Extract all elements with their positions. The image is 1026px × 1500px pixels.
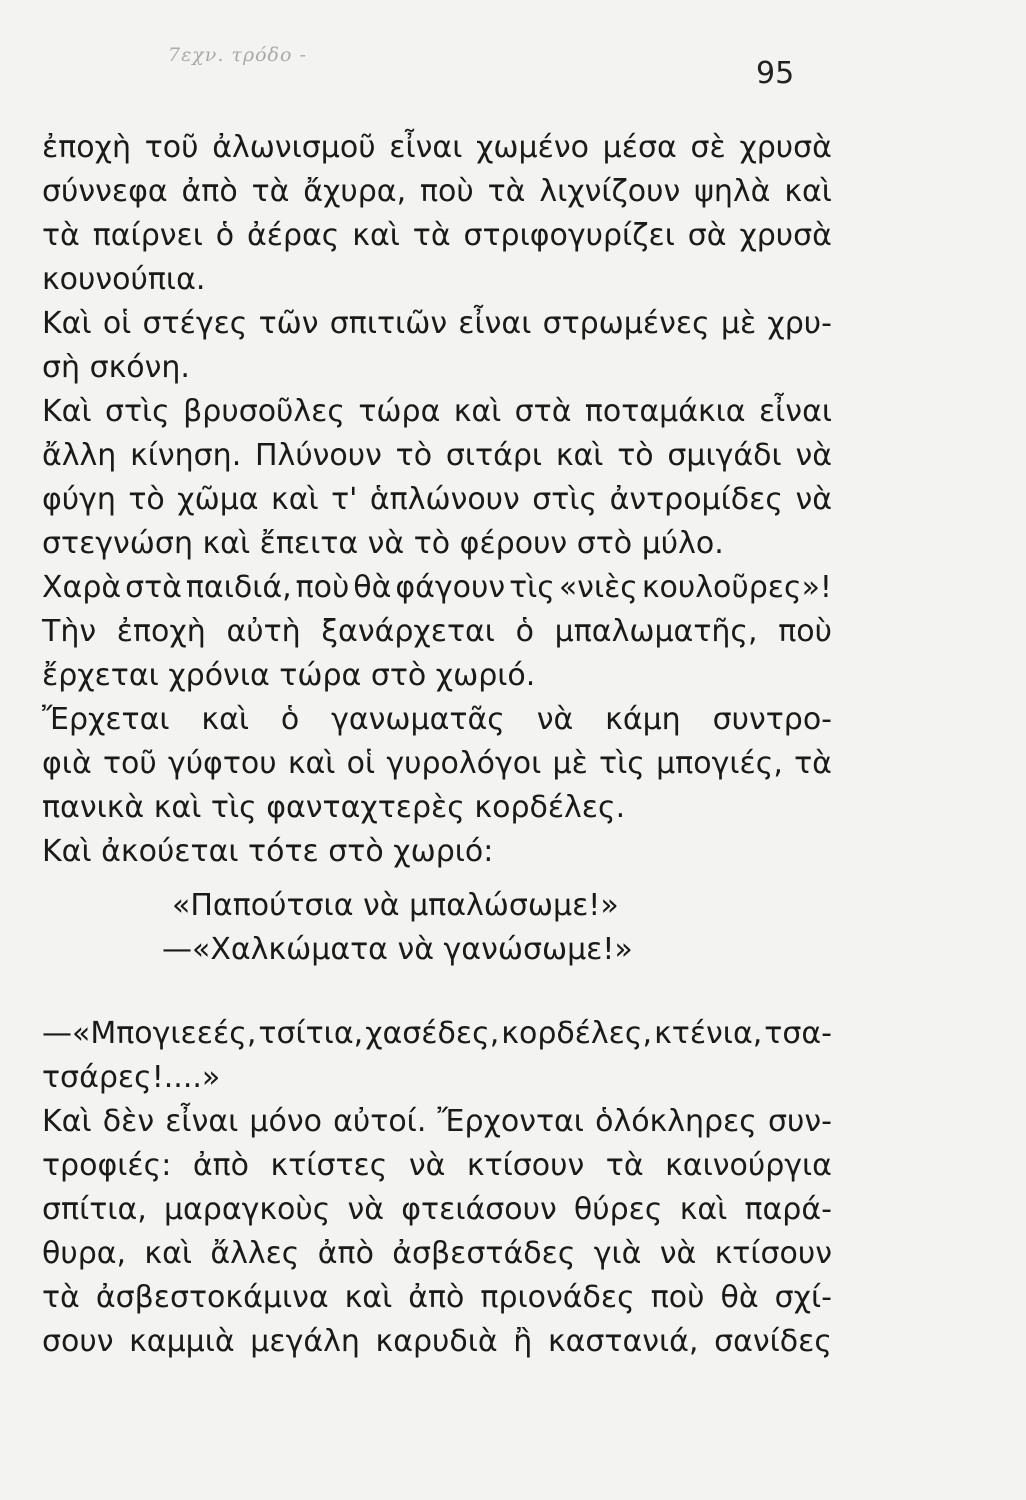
text-line: τροφιές: ἀπὸ κτίστες νὰ κτίσουν τὰ καινούργια (42, 1148, 832, 1183)
spacer (42, 874, 832, 884)
text-line: θυρα, καὶ ἄλλες ἀπὸ ἀσβεστάδες γιὰ νὰ κτίσουν (42, 1236, 832, 1271)
text-line: ἄλλη κίνηση. Πλύνουν τὸ σιτάρι καὶ τὸ σμιγάδι νὰ (42, 438, 832, 473)
text-line: Χαρὰ στὰ παιδιά, ποὺ θὰ φάγουν τὶς «νιὲς κουλοῦρες»! (42, 570, 832, 605)
street-cry-line: —«Χαλκώματα νὰ γανώσωμε!» (162, 932, 633, 967)
text-line: τσάρες!....» (42, 1060, 221, 1095)
text-line: κουνούπια. (42, 262, 206, 297)
text-line: Καὶ στὶς βρυσοῦλες τώρα καὶ στὰ ποταμάκια εἶναι (42, 394, 832, 429)
text-line: φύγη τὸ χῶμα καὶ τ' ἁπλώνουν στὶς ἀντρομίδες νὰ (42, 482, 832, 517)
text-line: Καὶ ἀκούεται τότε στὸ χωριό: (42, 834, 494, 869)
text-line: Καὶ οἱ στέγες τῶν σπιτιῶν εἶναι στρωμένες μὲ χρυ- (42, 306, 832, 341)
text-line: σύννεφα ἀπὸ τὰ ἄχυρα, ποὺ τὰ λιχνίζουν ψηλὰ καὶ (42, 174, 832, 209)
text-line: στεγνώση καὶ ἔπειτα νὰ τὸ φέρουν στὸ μύλο. (42, 526, 724, 561)
text-line: σὴ σκόνη. (42, 350, 190, 385)
text-line: πανικὰ καὶ τὶς φανταχτερὲς κορδέλες. (42, 790, 626, 825)
text-line: ἐποχὴ τοῦ ἀλωνισμοῦ εἶναι χωμένο μέσα σὲ χρυσὰ (42, 130, 832, 165)
handwritten-margin-note: 7εχν. τρόδο - (168, 44, 307, 66)
text-line: —«Μπογιεεές, τσίτια, χασέδες, κορδέλες, κτένια, τσα- (42, 1016, 832, 1051)
spacer (42, 972, 832, 1012)
text-line: Τὴν ἐποχὴ αὐτὴ ξανάρχεται ὁ μπαλωματῆς, ποὺ (42, 614, 832, 649)
text-line: τὰ ἀσβεστοκάμινα καὶ ἀπὸ πριονάδες ποὺ θὰ σχί- (42, 1280, 832, 1315)
text-line: τὰ παίρνει ὁ ἀέρας καὶ τὰ στριφογυρίζει σὰ χρυσὰ (42, 218, 832, 253)
text-line: Ἔρχεται καὶ ὁ γανωματᾶς νὰ κάμη συντρο- (42, 702, 832, 737)
text-line: ἔρχεται χρόνια τώρα στὸ χωριό. (42, 658, 536, 693)
body-text (42, 126, 832, 1364)
street-cry-line: «Παπούτσια νὰ μπαλώσωμε!» (172, 888, 619, 923)
text-line: Καὶ δὲν εἶναι μόνο αὐτοί. Ἔρχονται ὁλόκληρες συν- (42, 1104, 832, 1139)
text-line: σπίτια, μαραγκοὺς νὰ φτειάσουν θύρες καὶ παρά- (42, 1192, 832, 1227)
text-line: σουν καμμιὰ μεγάλη καρυδιὰ ἢ καστανιά, σανίδες (42, 1324, 832, 1359)
text-line: φιὰ τοῦ γύφτου καὶ οἱ γυρολόγοι μὲ τὶς μπογιές, τὰ (42, 746, 832, 781)
page-number: 95 (756, 56, 795, 91)
